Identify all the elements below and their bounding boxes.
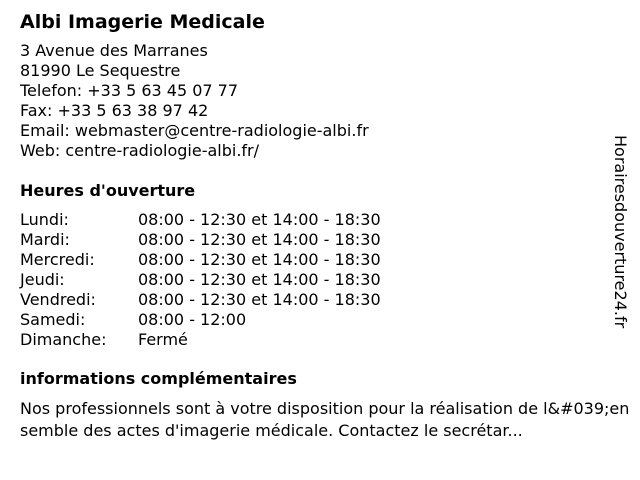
business-name: Albi Imagerie Medicale	[20, 11, 265, 33]
day-hours: 08:00 - 12:00	[138, 310, 247, 329]
hours-row-thursday	[20, 270, 610, 290]
address-line-city: 81990 Le Sequestre	[20, 61, 181, 80]
day-label: Mercredi:	[20, 250, 95, 269]
hours-heading: Heures d'ouverture	[20, 181, 196, 200]
side-brand-label: Horairesdouverture24.fr	[611, 135, 630, 329]
info-description: Nos professionnels sont à votre disposition pour la réalisation de l&#039;ensemble des actes d'imagerie médicale. Contactez le secrétar...	[20, 399, 630, 440]
day-label: Vendredi:	[20, 290, 96, 309]
day-hours: 08:00 - 12:30 et 14:00 - 18:30	[138, 290, 381, 309]
address-line-street: 3 Avenue des Marranes	[20, 41, 208, 60]
email-line: Email: webmaster@centre-radiologie-albi.fr	[20, 121, 369, 140]
hours-row-sunday	[20, 330, 610, 350]
phone-line: Telefon: +33 5 63 45 07 77	[20, 81, 239, 100]
day-label: Mardi:	[20, 230, 70, 249]
day-hours: 08:00 - 12:30 et 14:00 - 18:30	[138, 230, 381, 249]
info-heading: informations complémentaires	[20, 369, 297, 388]
hours-row-friday	[20, 290, 610, 310]
hours-row-tuesday	[20, 230, 610, 250]
hours-table	[20, 210, 610, 350]
day-hours: 08:00 - 12:30 et 14:00 - 18:30	[138, 210, 381, 229]
hours-row-wednesday	[20, 250, 610, 270]
hours-row-monday	[20, 210, 610, 230]
day-label: Lundi:	[20, 210, 69, 229]
day-label: Dimanche:	[20, 330, 107, 349]
day-label: Samedi:	[20, 310, 86, 329]
day-hours: Fermé	[138, 330, 188, 349]
day-hours: 08:00 - 12:30 et 14:00 - 18:30	[138, 250, 381, 269]
day-hours: 08:00 - 12:30 et 14:00 - 18:30	[138, 270, 381, 289]
web-line: Web: centre-radiologie-albi.fr/	[20, 141, 260, 160]
hours-row-saturday	[20, 310, 610, 330]
day-label: Jeudi:	[20, 270, 65, 289]
fax-line: Fax: +33 5 63 38 97 42	[20, 101, 209, 120]
